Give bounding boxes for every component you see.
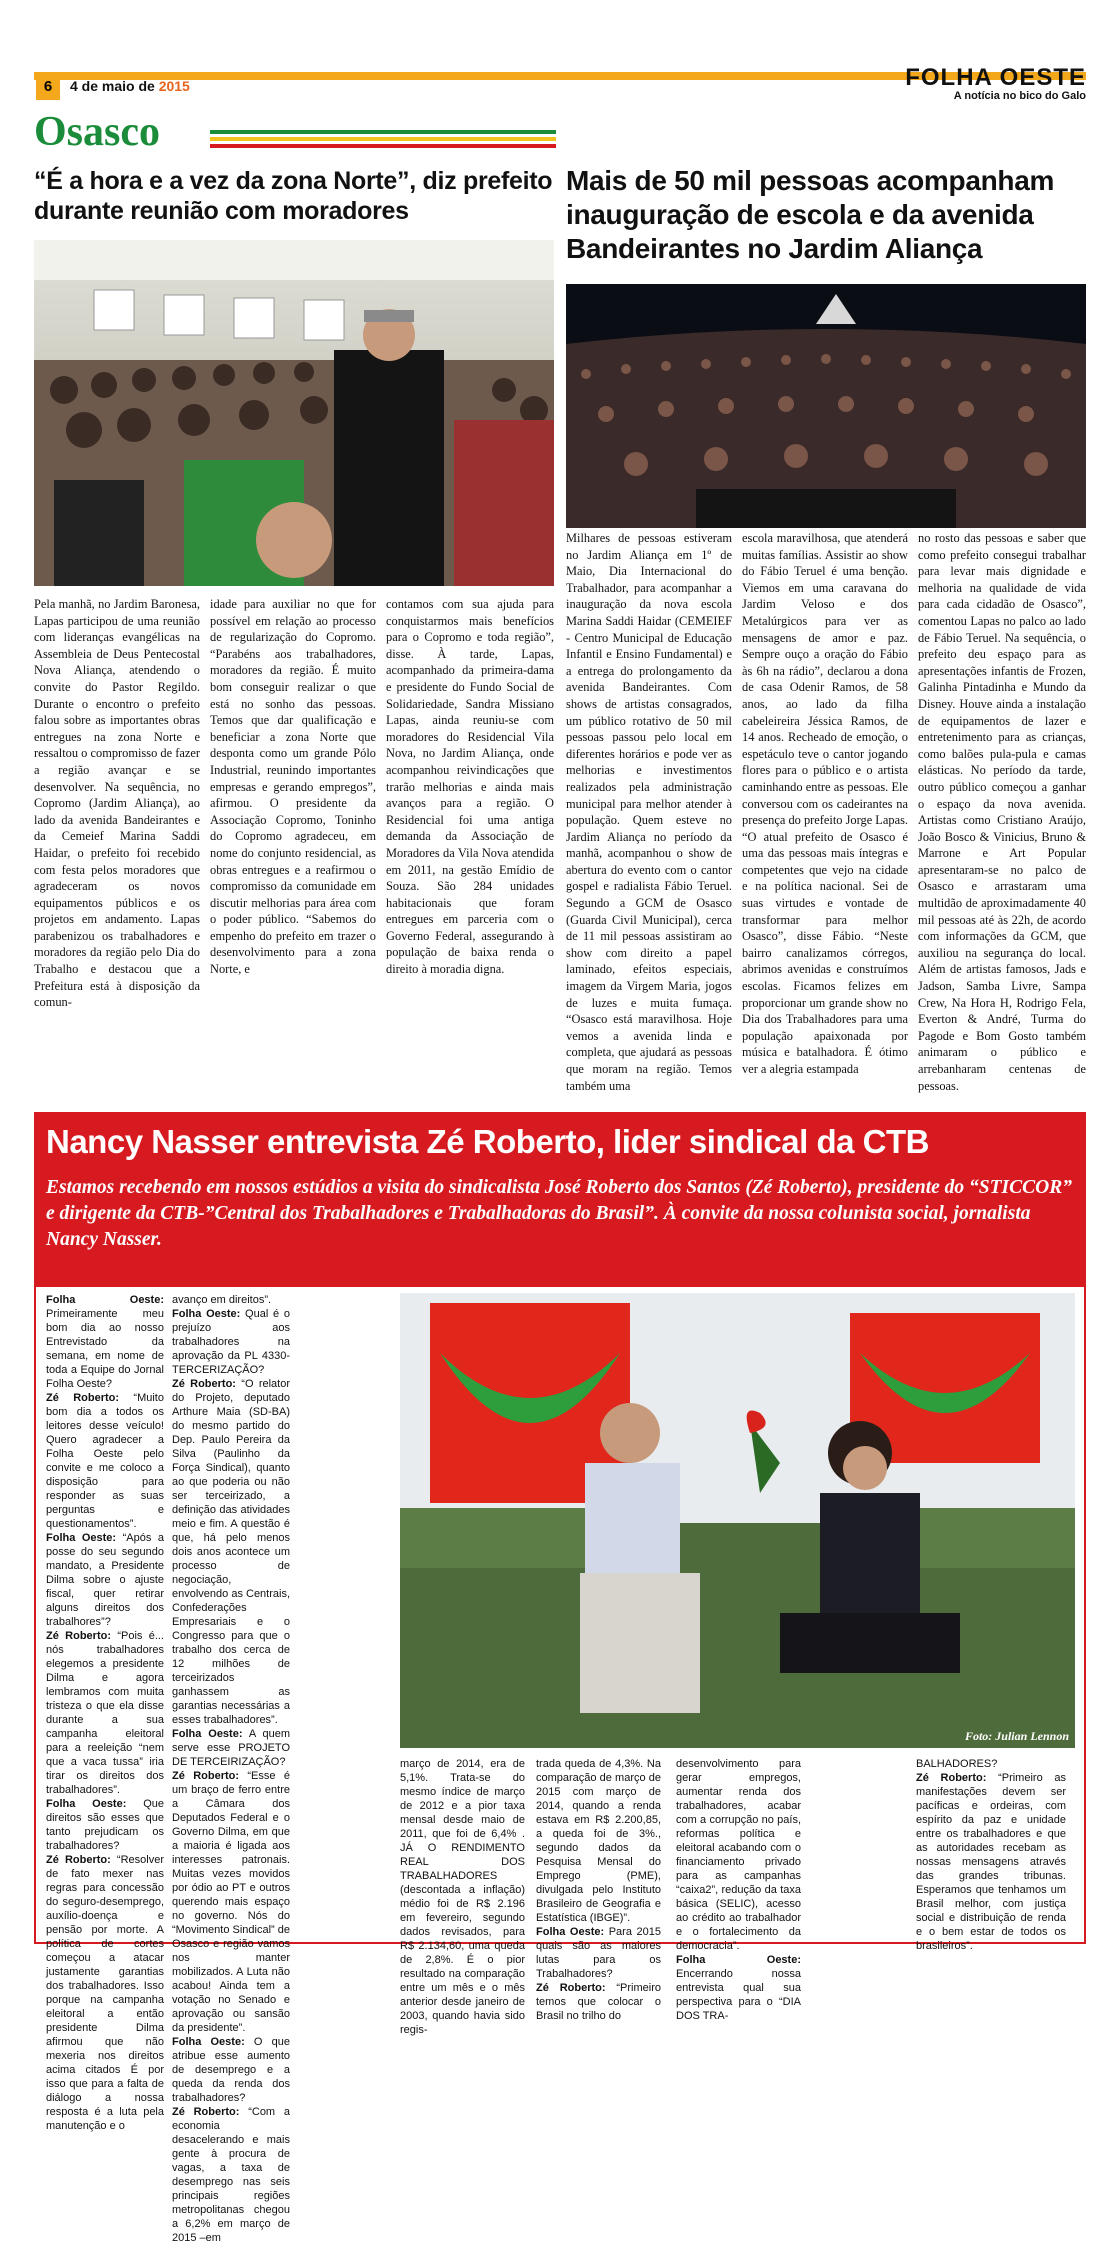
speaker-label: Folha Oeste: [46,1798,127,1810]
speaker-text: BALHADORES? [916,1758,998,1770]
interview-paragraph [46,1391,164,1531]
speaker-text: A quem serve esse PROJETO DE TERCEIRIZAÇÃO? [172,1728,290,1768]
right-article-col-3: no rosto das pessoas e saber que como prefeito consegui trabalhar para levar mais dignidade e melhoria na qualidade de vida para cada cidadão de Osasco”, comentou Lapas no palco ao lado de Fábio Teruel. Na sequência, o prefeito deu espaço para as apresentações infantis de Frozen, Galinha Pintadinha e Mundo da Disney. Houve ainda a instalação de equipamentos de lazer e entretenimento para as crianças, como balões pula-pula e camas elásticas. No período da tarde, outro público começou a ganhar o espaço da nova avenida. Artistas como Cristiano Araújo, João Bosco & Vinicius, Bruno & Marrone e Art Popular apresentaram-se no palco de Osasco e arrastaram uma multidão de aproximadamente 40 mil pessoas até às 22h, de acordo com informações da GCM, que auxiliou na segurança do local. Além de artistas famosos, Jads e Jadson, Samba Livre, Sampa Crew, Na Hora H, Rodrigo Fela, Everton & André, Turma do Pagode e Bom Gosto também animaram o público e arrebanharam centenas de pessoas. [918,531,1086,1093]
interview-col-3 [400,1757,525,2037]
speaker-text: “Primeiro temos que colocar o Brasil no trilho do [536,1982,661,2022]
speaker-label: Zé Roberto: [536,1982,606,1994]
speaker-text: “Resolver de fato mexer nas regras para concessão do seguro-desemprego, auxílio-doença e pensão por morte. A política de cortes começou a atacar justamente garantias dos trabalhadores. Isso porque na campanha eleitoral a então presidente Dilma afirmou que não mexeria nos direitos acima citados É por isso que para a falta de diálogo a nossa resposta é a luta pela manutenção e o [46,1854,164,2132]
speaker-text: O que atribue esse aumento de desemprego e a queda da renda dos trabalhadores? [172,2036,291,2104]
speaker-label: Folha Oeste: [46,1294,164,1306]
interview-body [36,1287,1084,2244]
speaker-text: trada queda de 4,3%. Na comparação de março de 2015 com março de 2014, quando a renda estava em R$ 2.200,85, a queda foi de 3%., segundo dados da Pesquisa Mensal do Emprego (PME), divulgada pelo Instituto Brasileiro de Geografia e Estatística (IBGE)”. [536,1758,661,1924]
interview-intro: Estamos recebendo em nossos estúdios a visita do sindicalista José Roberto dos Santos (Zé Roberto), presidente do “STICCOR” e dirigente da CTB-”Central dos Trabalhadores e Trabalhadoras do Brasil”. À convite da nossa colunista social, jornalista Nancy Nasser. [36,1169,1084,1287]
speaker-text: Primeiramente meu bom dia ao nosso Entrevistado da semana, em nome de toda a Equipe do Jornal Folha Oeste? [46,1308,164,1390]
interview-paragraph [46,1629,164,1797]
interview-col-4 [536,1757,661,2023]
speaker-label: Zé Roberto: [916,1772,987,1784]
section-title: Osasco [34,109,160,155]
right-article-col-1: Milhares de pessoas estiveram no Jardim Aliança em 1º de Maio, Dia Internacional do Trabalhador, para acompanhar a inauguração da nova escola Marina Saddi Haidar (CEMEIEF - Centro Municipal de Educação Infantil e Ensino Fundamental) e a entrega do prolongamento da avenida Bandeirantes. Com shows de artistas consagrados, um público rotativo de 50 mil pessoas passou pelo local em diferentes horários e pode ver as melhorias e investimentos realizados pela administração municipal para melhor atender à população. Quem esteve no Jardim Aliança no período da manhã, acompanhou o show de abertura do evento com o cantor gospel e radialista Fábio Teruel. Segundo a GCM de Osasco (Guarda Civil Municipal), cerca de 11 mil pessoas assistiram ao show com direito a papel laminado, efeitos especiais, imagem da Virgem Maria, jogos de luzes e muita fumaça. “Osasco está maravilhosa. Hoje vemos a avenida linda e completa, que ajudará as pessoas que moram na região. Temos também uma [566,531,732,1093]
speaker-label: Zé Roberto: [172,1378,236,1390]
speaker-text: avanço em direitos”. [172,1294,272,1306]
interview-col-5 [676,1757,801,2023]
interview-paragraph [172,1293,290,1307]
speaker-label: Zé Roberto: [46,1392,120,1404]
interview-paragraph [46,1293,164,1391]
interview-paragraph [172,2105,290,2245]
speaker-label: Folha Oeste: [172,1308,241,1320]
interview-paragraph [676,1757,801,1953]
crowd-photo [566,284,1086,528]
speaker-text: “O relator do Projeto, deputado Arthure Maia (SD-BA) do mesmo partido do Dep. Paulo Pereira da Silva (Paulinho da Força Sindical), quanto ao que poderia ou não ser terceirizado, a definição das atividades meio e fim. A questão é que, há pelo menos dois anos acontece um processo de negociação, envolvendo as Centrais, Confederações Empresariais e o Congresso para que o trabalho dos cerca de 12 milhões de terceirizados ganhassem as garantias necessárias a esses trabalhadores”. [172,1378,291,1726]
date-year: 2015 [158,78,190,94]
interview-paragraph [536,1925,661,1981]
interview-header: Nancy Nasser entrevista Zé Roberto, lider sindical da CTB [36,1114,1084,1169]
interview-paragraph [46,1531,164,1629]
interview-paragraph [172,1307,290,1377]
interview-paragraph [676,1953,801,2023]
speaker-text: desenvolvimento para gerar empregos, aumentar renda dos trabalhadores, acabar com a corrupção no país, reformas política e eleitoral acabando com o financiamento privado para as campanhas “caixa2”, redução da taxa básica (SELIC), acesso ao crédito ao trabalhador e o fortalecimento da democracia”. [676,1758,801,1952]
interview-col-1 [46,1293,164,2133]
speaker-text: Encerrando nossa entrevista qual sua perspectiva para o “DIA DOS TRA- [676,1968,801,2022]
interview-paragraph [916,1757,1066,1771]
speaker-label: Zé Roberto: [172,2106,240,2118]
speaker-text: “Muito bom dia a todos os leitores desse veículo! Quero agradecer a Folha Oeste pelo convite e me coloco a disposição para responder as suas perguntas e questionamentos”. [46,1392,164,1530]
speaker-label: Zé Roberto: [172,1770,240,1782]
speaker-text: Que direitos são esses que tanto prejudicam os trabalhadores? [46,1798,164,1852]
left-article-col-1: Pela manhã, no Jardim Baronesa, Lapas participou de uma reunião com lideranças evangélicas na Assembleia de Deus Pentecostal Nova Aliança, atendendo o convite do Pastor Regildo. Durante o encontro o prefeito falou sobre as importantes obras entregues na zona Norte e ressaltou o compromisso de fazer a região avançar e se desenvolver. Na sequência, no Copromo (Jardim Aliança), ao lado da avenida Bandeirantes e da Cemeief Marina Saddi Haidar, o prefeito foi recebido com festa pelos moradores que agradeceram os novos equipamentos públicos e os projetos em andamento. Lapas parabenizou os trabalhadores e moradores da região pelo Dia do Trabalho e destacou que a Prefeitura está à disposição da comun- [34,597,200,1010]
date-prefix: 4 de maio de [70,78,159,94]
masthead-name: FOLHA OESTE [905,64,1086,91]
speaker-label: Folha Oeste: [536,1926,605,1938]
masthead-tagline: A notícia no bico do Galo [953,90,1086,102]
speaker-label: Folha Oeste: [676,1954,801,1966]
interview-col-2 [172,1293,290,2245]
speaker-text: março de 2014, era de 5,1%. Trata-se do mesmo índice de março de 2012 e a pior taxa mensal desde maio de 2011, que foi de 6,4% . JÁ O RENDIMENTO REAL DOS TRABALHADORES (descontada a inflação) médio foi de R$ 2.196 em fevereiro, segundo dados revisados, para R$ 2.134,60, uma queda de 2,8%. É o pior resultado na comparação entre um mês e o mês anterior desde janeiro de 2003, quando havia sido regis- [400,1758,525,2036]
interview-paragraph [46,1797,164,1853]
masthead [905,64,1086,102]
interview-paragraph [172,1769,290,2035]
right-article-col-2: escola maravilhosa, que atenderá muitas famílias. Assistir ao show do Fábio Teruel é uma benção. Viemos em uma caravana do Jardim Veloso e dos Metalúrgicos para ver as mensagens de amor e paz. Sempre ouço a oração do Fábio às 6h na rádio”, declarou a dona de casa Odenir Ramos, de 58 anos, ao lado da filha cabeleireira Jéssica Ramos, de 14 anos. Recheado de emoção, o espetáculo teve o cantor jogando flores para o público e o artista caminhando entre as pessoas. Ele conversou com os cadeirantes na presença do prefeito Jorge Lapas. “O atual prefeito de Osasco é uma das pessoas mais íntegras e competentes que vejo na cidade e na política nacional. Sei de suas virtudes e vontade de transformar para melhor Osasco”, disse Fábio. “Neste bairro canalizamos córregos, abrimos avenidas e construímos escolas. Ficamos felizes em proporcionar um grande show no Dia dos Trabalhadores para uma população apaixonada por música e batalhadora. É ótimo ver a alegria estampada [742,531,908,1076]
speaker-text: “Após a posse do seu segundo mandato, a Presidente Dilma sobre o ajuste fiscal, quer retirar alguns direitos dos trabalhores”? [46,1532,164,1628]
interview-paragraph [916,1771,1066,1953]
speaker-text: “Esse é um braço de ferro entre a Câmara dos Deputados Federal e o Governo Dilma, em que a maioria é ligada aos interesses patronais. Muitas vezes movidos por ódio ao PT e outros querendo mais espaço no governo. Nós do “Movimento Sindical” de Osasco e região vamos nos manter mobilizados. A Luta não acabou! Ainda tem a votação no Senado e aprovação ou sansão da presidente”. [172,1770,290,2034]
interview-paragraph [536,1757,661,1925]
speaker-label: Zé Roberto: [46,1854,111,1866]
speaker-label: Zé Roberto: [46,1630,111,1642]
speaker-text: “Primeiro as manifestações devem ser pacíficas e ordeiras, com espírito da paz e unidade entre os trabalhadores e que as autoridades recebam as nossas mensagens através das grandes tribunas. Esperamos que tenhamos um Brasil melhor, com justiça social e distribuição de renda e o bem estar de todos os brasileiros”. [916,1772,1066,1952]
left-headline: “É a hora e a vez da zona Norte”, diz prefeito durante reunião com moradores [34,167,553,225]
left-article-col-2: idade para auxiliar no que for possível em relação ao processo de regularização do Copromo. “Parabéns aos trabalhadores, moradores da região. É muito bom conseguir realizar o que está no sonho das pessoas. Temos que dar qualificação e beneficiar a zona Norte que desponta como um grande Pólo Industrial, reunindo importantes empresas e gerando empregos”, afirmou. O presidente da Associação Copromo, Toninho do Copromo agradeceu, em nome do conjunto residencial, as obras entregues e a reafirmou o compromisso da comunidade em discutir melhorias para área com o poder público. “Sabemos do empenho do prefeito em trazer o desenvolvimento para a zona Norte, e [210,597,376,977]
interview-paragraph [172,2035,290,2105]
speaker-text: Qual é o prejuízo aos trabalhadores na aprovação da PL 4330-TERCERIZAÇÃO? [172,1308,291,1376]
interview-paragraph [536,1981,661,2023]
speaker-text: Para 2015 quais são as maiores lutas para os Trabalhadores? [536,1926,661,1980]
page-number: 6 [36,74,60,100]
left-article-col-3: contamos com sua ajuda para conquistarmos mais benefícios para o Copromo e toda região”, disse. À tarde, Lapas, acompanhado da primeira-dama e presidente do Fundo Social de Solidariedade, Sandra Missiano Lapas, ainda reuniu-se com moradores do Residencial Vila Nova, no Jardim Aliança, onde acompanhou reivindicações que trarão melhorias e ainda mais avanços para a região. O Residencial foi uma antiga demanda da Associação de Moradores da Vila Nova atendida em 2011, na gestão Emídio de Souza. São 284 unidades habitacionais que foram entregues em parceria com o Governo Federal, assegurando à população de baixa renda o direito à moradia digna. [386,597,554,977]
interview-paragraph [46,1853,164,2133]
meeting-photo [34,240,554,586]
interview-paragraph [172,1727,290,1769]
issue-date [70,78,190,94]
right-headline: Mais de 50 mil pessoas acompanham inauguração de escola e da avenida Bandeirantes no Jardim Aliança [566,165,1055,264]
interview-paragraph [172,1377,290,1727]
interview-box [34,1112,1086,2244]
interview-paragraph [400,1757,525,2037]
speaker-label: Folha Oeste: [172,1728,243,1740]
speaker-label: Folha Oeste: [172,2036,245,2048]
section-flag-lines [210,130,556,151]
speaker-text: “Pois é... nós trabalhadores elegemos a presidente Dilma e agora lembramos com muita tristeza o que ela disse durante a sua campanha eleitoral para a reeleição “nem que a vaca tussa” iria tirar os direitos dos trabalhadores”. [46,1630,164,1796]
speaker-label: Folha Oeste: [46,1532,117,1544]
interview-col-6 [916,1757,1066,1953]
photo-credit: Foto: Julian Lennon [964,1729,1069,1743]
interview-photo [400,1293,1075,1748]
speaker-text: “Com a economia desacelerando e mais gente à procura de vagas, a taxa de desemprego nas seis principais regiões metropolitanas chegou a 6,2% em março de 2015 –em [172,2106,290,2244]
